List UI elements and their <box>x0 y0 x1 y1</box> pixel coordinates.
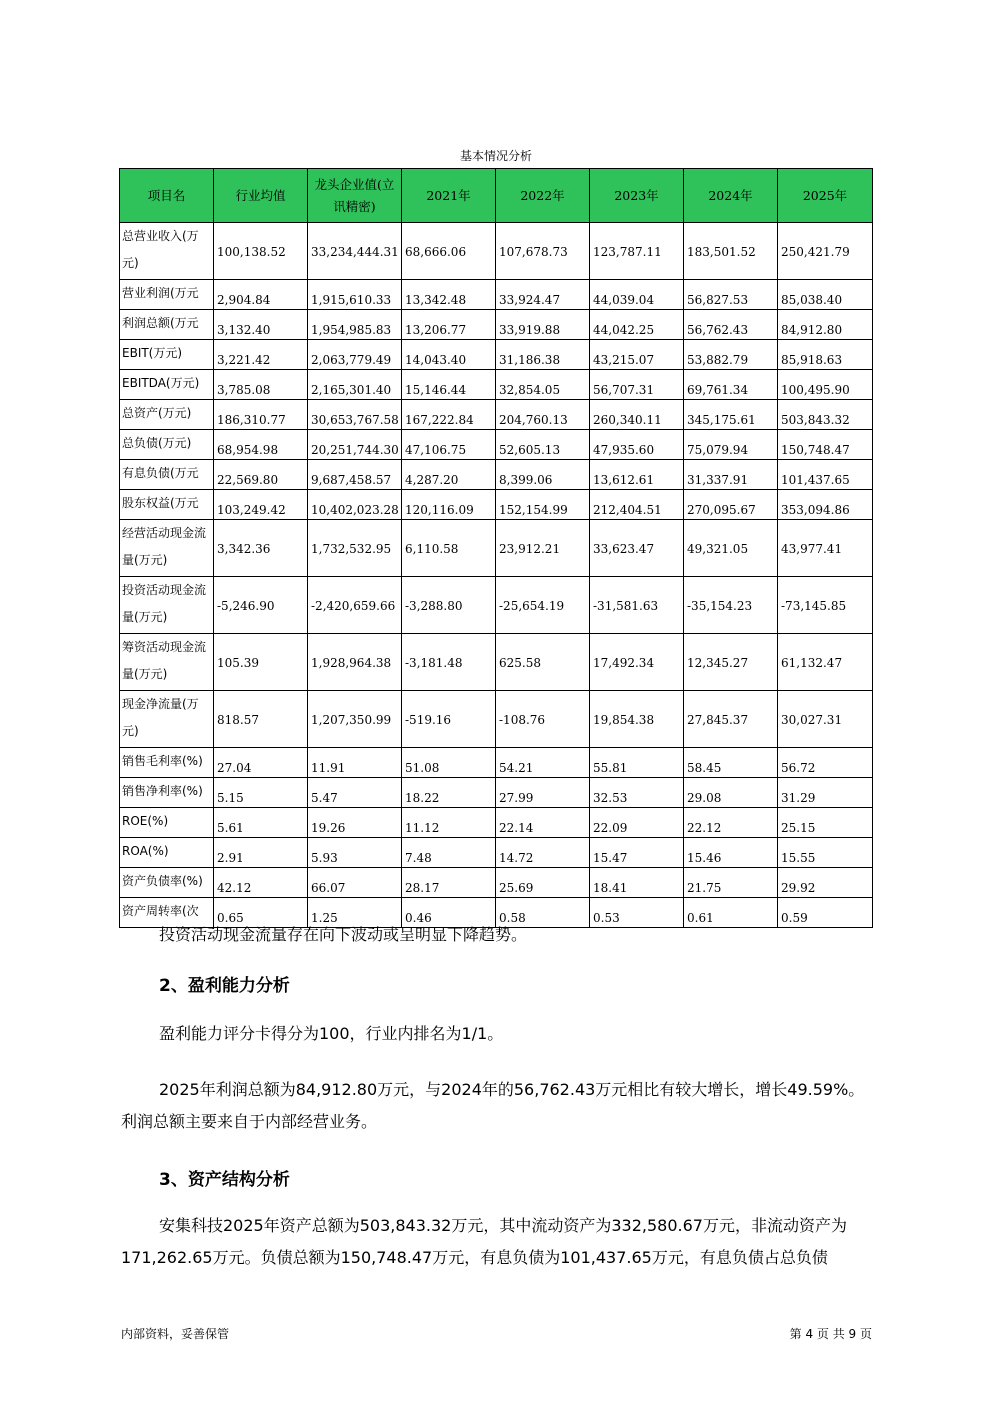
table-cell: 30,653,767.58 <box>308 400 402 430</box>
table-cell: 47,106.75 <box>402 430 496 460</box>
table-cell: 100,495.90 <box>778 370 873 400</box>
table-cell: 53,882.79 <box>684 340 778 370</box>
table-cell: 66.07 <box>308 868 402 898</box>
table-row <box>120 808 873 838</box>
table-cell: 75,079.94 <box>684 430 778 460</box>
table-row <box>120 310 873 340</box>
table-row <box>120 370 873 400</box>
paragraph: 投资活动现金流量存在向下波动或呈明显下降趋势。 <box>159 925 528 944</box>
table-row <box>120 430 873 460</box>
table-cell: 105.39 <box>214 634 308 691</box>
table-cell: -73,145.85 <box>778 577 873 634</box>
table-cell: 18.22 <box>402 778 496 808</box>
table-caption: 基本情况分析 <box>459 149 532 163</box>
table-cell: 503,843.32 <box>778 400 873 430</box>
table-cell: 33,234,444.31 <box>308 223 402 280</box>
row-label: 利润总额(万元 <box>120 310 214 340</box>
table-cell: 11.12 <box>402 808 496 838</box>
row-label: EBITDA(万元) <box>120 370 214 400</box>
table-cell: 51.08 <box>402 748 496 778</box>
table-row <box>120 577 873 634</box>
table-cell: 3,132.40 <box>214 310 308 340</box>
table-cell: 0.53 <box>590 898 684 928</box>
table-cell: 107,678.73 <box>496 223 590 280</box>
table-cell: 260,340.11 <box>590 400 684 430</box>
table-cell: 152,154.99 <box>496 490 590 520</box>
table-cell: 204,760.13 <box>496 400 590 430</box>
table-cell: 55.81 <box>590 748 684 778</box>
table-cell: 22,569.80 <box>214 460 308 490</box>
table-cell: 5.47 <box>308 778 402 808</box>
row-label: 现金净流量(万元) <box>120 691 214 748</box>
col-header: 2021年 <box>402 169 496 223</box>
table-cell: 20,251,744.30 <box>308 430 402 460</box>
table-cell: 21.75 <box>684 868 778 898</box>
table-cell: 103,249.42 <box>214 490 308 520</box>
row-label: 筹资活动现金流量(万元) <box>120 634 214 691</box>
table-cell: 69,761.34 <box>684 370 778 400</box>
table-row <box>120 490 873 520</box>
table-cell: 5.93 <box>308 838 402 868</box>
table-cell: 13,206.77 <box>402 310 496 340</box>
table-cell: 27.99 <box>496 778 590 808</box>
table-cell: 23,912.21 <box>496 520 590 577</box>
table-row <box>120 868 873 898</box>
table-cell: 18.41 <box>590 868 684 898</box>
table-cell: 7.48 <box>402 838 496 868</box>
table-row <box>120 691 873 748</box>
table-cell: 14,043.40 <box>402 340 496 370</box>
col-header: 行业均值 <box>214 169 308 223</box>
col-header: 项目名 <box>120 169 214 223</box>
table-cell: 33,924.47 <box>496 280 590 310</box>
table-cell: 0.65 <box>214 898 308 928</box>
paragraph: 2025年利润总额为84,912.80万元，与2024年的56,762.43万元相比有较大增长，增长49.59%。利润总额主要来自于内部经营业务。 <box>121 1080 865 1131</box>
table-cell: 33,623.47 <box>590 520 684 577</box>
table-cell: 25.15 <box>778 808 873 838</box>
table-cell: 43,977.41 <box>778 520 873 577</box>
table-cell: 120,116.09 <box>402 490 496 520</box>
table-cell: 0.61 <box>684 898 778 928</box>
table-cell: 11.91 <box>308 748 402 778</box>
table-cell: 4,287.20 <box>402 460 496 490</box>
table-cell: 58.45 <box>684 748 778 778</box>
section-heading: 3、资产结构分析 <box>159 1170 290 1190</box>
table-cell: 0.46 <box>402 898 496 928</box>
table-cell: 25.69 <box>496 868 590 898</box>
table-cell: 85,038.40 <box>778 280 873 310</box>
row-label: 销售净利率(%) <box>120 778 214 808</box>
table-cell: 49,321.05 <box>684 520 778 577</box>
row-label: 总营业收入(万元) <box>120 223 214 280</box>
table-cell: 27.04 <box>214 748 308 778</box>
table-cell: 33,919.88 <box>496 310 590 340</box>
table-cell: 2,063,779.49 <box>308 340 402 370</box>
section-heading: 2、盈利能力分析 <box>159 976 290 996</box>
table-cell: 28.17 <box>402 868 496 898</box>
table-row <box>120 223 873 280</box>
table-cell: -3,288.80 <box>402 577 496 634</box>
row-label: 总资产(万元) <box>120 400 214 430</box>
table-cell: 123,787.11 <box>590 223 684 280</box>
table-cell: 5.15 <box>214 778 308 808</box>
row-label: 有息负债(万元 <box>120 460 214 490</box>
row-label: 销售毛利率(%) <box>120 748 214 778</box>
table-cell: 353,094.86 <box>778 490 873 520</box>
table-row <box>120 400 873 430</box>
row-label: 资产负债率(%) <box>120 868 214 898</box>
paragraph: 安集科技2025年资产总额为503,843.32万元，其中流动资产为332,580.67万元，非流动资产为171,262.65万元。负债总额为150,748.47万元，有息负债为101,437.65万元，有息负债占总负债 <box>121 1216 847 1267</box>
financial-table <box>119 168 873 928</box>
table-cell: 250,421.79 <box>778 223 873 280</box>
row-label: ROE(%) <box>120 808 214 838</box>
table-cell: 101,437.65 <box>778 460 873 490</box>
table-cell: -5,246.90 <box>214 577 308 634</box>
row-label: 营业利润(万元 <box>120 280 214 310</box>
table-cell: 10,402,023.28 <box>308 490 402 520</box>
col-header: 2024年 <box>684 169 778 223</box>
table-cell: 5.61 <box>214 808 308 838</box>
table-cell: 31.29 <box>778 778 873 808</box>
col-header: 龙头企业值(立讯精密) <box>308 169 402 223</box>
row-label: EBIT(万元) <box>120 340 214 370</box>
table-cell: 17,492.34 <box>590 634 684 691</box>
table-row <box>120 340 873 370</box>
table-row <box>120 520 873 577</box>
col-header: 2022年 <box>496 169 590 223</box>
table-cell: 212,404.51 <box>590 490 684 520</box>
table-cell: -35,154.23 <box>684 577 778 634</box>
table-cell: 2,904.84 <box>214 280 308 310</box>
table-cell: -108.76 <box>496 691 590 748</box>
table-cell: 56,707.31 <box>590 370 684 400</box>
table-cell: 27,845.37 <box>684 691 778 748</box>
table-row <box>120 838 873 868</box>
table-row <box>120 280 873 310</box>
table-cell: 3,342.36 <box>214 520 308 577</box>
col-header: 2025年 <box>778 169 873 223</box>
table-cell: 1,954,985.83 <box>308 310 402 340</box>
table-cell: -519.16 <box>402 691 496 748</box>
table-cell: 6,110.58 <box>402 520 496 577</box>
table-cell: 47,935.60 <box>590 430 684 460</box>
table-cell: 100,138.52 <box>214 223 308 280</box>
table-cell: 1,915,610.33 <box>308 280 402 310</box>
table-cell: 12,345.27 <box>684 634 778 691</box>
table-cell: 52,605.13 <box>496 430 590 460</box>
col-header: 2023年 <box>590 169 684 223</box>
table-cell: 61,132.47 <box>778 634 873 691</box>
table-cell: 29.08 <box>684 778 778 808</box>
table-cell: 15.55 <box>778 838 873 868</box>
table-cell: 29.92 <box>778 868 873 898</box>
row-label: 总负债(万元) <box>120 430 214 460</box>
table-cell: -25,654.19 <box>496 577 590 634</box>
table-cell: 32,854.05 <box>496 370 590 400</box>
table-cell: 22.09 <box>590 808 684 838</box>
table-cell: 818.57 <box>214 691 308 748</box>
table-cell: 56,827.53 <box>684 280 778 310</box>
table-cell: 85,918.63 <box>778 340 873 370</box>
table-cell: 8,399.06 <box>496 460 590 490</box>
table-cell: 68,954.98 <box>214 430 308 460</box>
table-cell: 2,165,301.40 <box>308 370 402 400</box>
table-cell: 43,215.07 <box>590 340 684 370</box>
table-cell: 13,612.61 <box>590 460 684 490</box>
table-cell: 270,095.67 <box>684 490 778 520</box>
table-cell: -31,581.63 <box>590 577 684 634</box>
row-label: 资产周转率(次 <box>120 898 214 928</box>
row-label: 股东权益(万元 <box>120 490 214 520</box>
table-cell: 19,854.38 <box>590 691 684 748</box>
table-cell: 3,221.42 <box>214 340 308 370</box>
table-cell: 345,175.61 <box>684 400 778 430</box>
footer-note: 内部资料，妥善保管 <box>121 1327 230 1341</box>
table-cell: 0.58 <box>496 898 590 928</box>
table-cell: 42.12 <box>214 868 308 898</box>
table-cell: 1,928,964.38 <box>308 634 402 691</box>
table-cell: 15.46 <box>684 838 778 868</box>
paragraph: 盈利能力评分卡得分为100，行业内排名为1/1。 <box>159 1024 504 1043</box>
table-cell: 30,027.31 <box>778 691 873 748</box>
table-cell: 22.12 <box>684 808 778 838</box>
table-cell: 84,912.80 <box>778 310 873 340</box>
table-cell: 56,762.43 <box>684 310 778 340</box>
table-cell: 150,748.47 <box>778 430 873 460</box>
table-cell: 9,687,458.57 <box>308 460 402 490</box>
table-cell: 1.25 <box>308 898 402 928</box>
table-cell: 68,666.06 <box>402 223 496 280</box>
table-row <box>120 778 873 808</box>
table-cell: 13,342.48 <box>402 280 496 310</box>
table-cell: 1,732,532.95 <box>308 520 402 577</box>
page-number: 第 4 页 共 9 页 <box>789 1327 872 1341</box>
table-cell: 14.72 <box>496 838 590 868</box>
table-cell: 186,310.77 <box>214 400 308 430</box>
table-row <box>120 748 873 778</box>
table-cell: 0.59 <box>778 898 873 928</box>
table-cell: 15.47 <box>590 838 684 868</box>
table-cell: 167,222.84 <box>402 400 496 430</box>
table-cell: 183,501.52 <box>684 223 778 280</box>
table-cell: 1,207,350.99 <box>308 691 402 748</box>
table-cell: 3,785.08 <box>214 370 308 400</box>
table-cell: -3,181.48 <box>402 634 496 691</box>
table-cell: 44,039.04 <box>590 280 684 310</box>
table-cell: 22.14 <box>496 808 590 838</box>
table-cell: 2.91 <box>214 838 308 868</box>
table-row <box>120 634 873 691</box>
table-cell: -2,420,659.66 <box>308 577 402 634</box>
table-cell: 31,186.38 <box>496 340 590 370</box>
row-label: ROA(%) <box>120 838 214 868</box>
table-cell: 56.72 <box>778 748 873 778</box>
table-cell: 625.58 <box>496 634 590 691</box>
table-cell: 44,042.25 <box>590 310 684 340</box>
table-cell: 15,146.44 <box>402 370 496 400</box>
table-cell: 54.21 <box>496 748 590 778</box>
row-label: 经营活动现金流量(万元) <box>120 520 214 577</box>
table-cell: 31,337.91 <box>684 460 778 490</box>
table-cell: 19.26 <box>308 808 402 838</box>
table-row <box>120 460 873 490</box>
table-cell: 32.53 <box>590 778 684 808</box>
row-label: 投资活动现金流量(万元) <box>120 577 214 634</box>
table-header-row <box>120 169 873 223</box>
